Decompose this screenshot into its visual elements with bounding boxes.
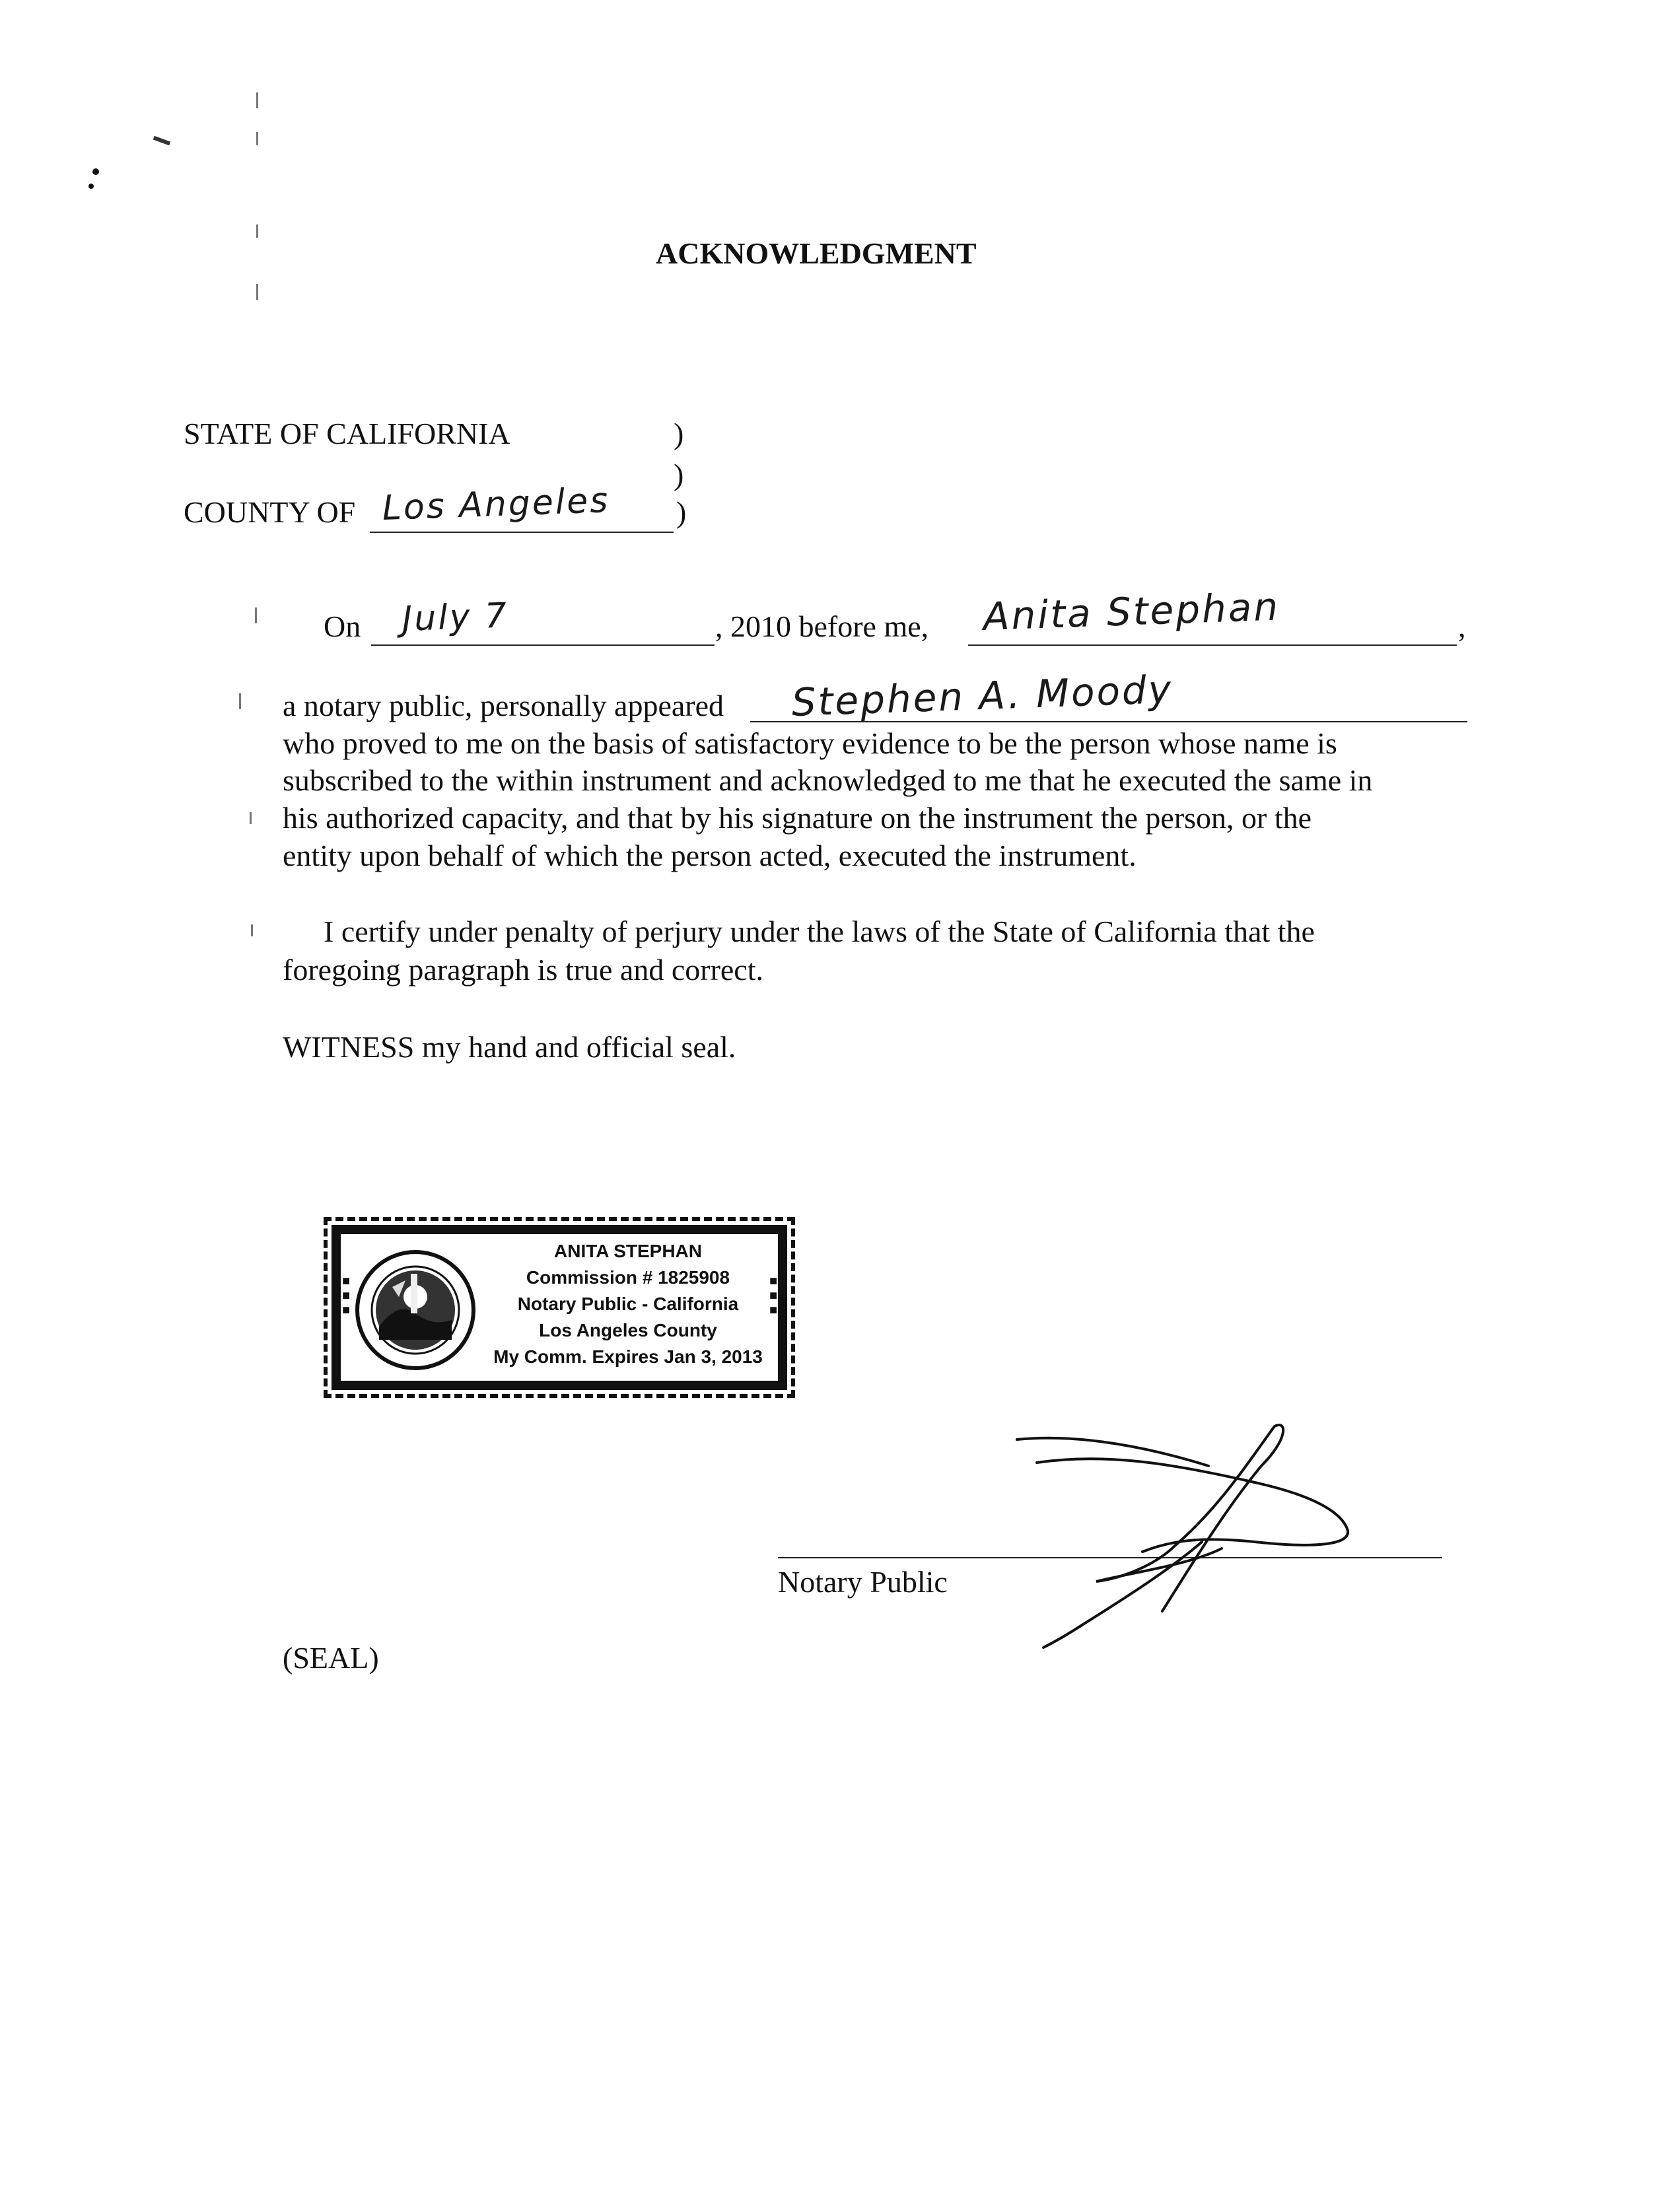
stamp-expires: My Comm. Expires Jan 3, 2013	[493, 1346, 763, 1367]
scan-mark	[251, 924, 253, 936]
appeared-handwritten: Stephen A. Moody	[790, 666, 1174, 725]
page-title: ACKNOWLEDGMENT	[656, 236, 977, 270]
notary-public-label: Notary Public	[778, 1565, 948, 1599]
stamp-title: Notary Public - California	[517, 1294, 739, 1314]
stamp-text-block	[473, 1238, 783, 1370]
scan-mark	[239, 693, 241, 709]
county-underline	[370, 532, 674, 533]
notary-name-handwritten: Anita Stephan	[982, 584, 1281, 639]
date-underline	[371, 644, 715, 646]
county-handwritten: Los Angeles	[381, 481, 611, 528]
comma: ,	[1458, 609, 1466, 643]
body-line: entity upon behalf of which the person acted, executed the instrument.	[283, 839, 1137, 872]
scan-mark	[250, 812, 252, 824]
notary-stamp	[332, 1225, 787, 1390]
scan-mark	[256, 284, 258, 300]
seal-label: (SEAL)	[283, 1641, 379, 1675]
stamp-commission: Commission # 1825908	[526, 1267, 730, 1288]
date-handwritten: July 7	[401, 596, 510, 639]
scan-mark	[255, 608, 257, 623]
body-line: subscribed to the within instrument and acknowledged to me that he executed the same in	[283, 763, 1373, 797]
witness-line: WITNESS my hand and official seal.	[283, 1030, 736, 1064]
scan-speck	[88, 184, 94, 189]
scan-speck	[153, 136, 170, 146]
california-seal-icon	[353, 1247, 478, 1373]
scan-mark	[256, 225, 258, 238]
scan-mark	[256, 92, 258, 108]
appeared-label: a notary public, personally appeared	[283, 689, 724, 722]
scan-mark	[256, 132, 258, 145]
stamp-notary-name: ANITA STEPHAN	[554, 1241, 702, 1261]
stamp-border-text: ■■■	[339, 1274, 353, 1317]
paren: )	[676, 495, 687, 529]
paren: )	[674, 417, 684, 450]
paren: )	[674, 458, 684, 491]
body-line: his authorized capacity, and that by his signature on the instrument the person, or the	[283, 801, 1312, 835]
certify-line: foregoing paragraph is true and correct.	[283, 953, 764, 987]
certify-line: I certify under penalty of perjury under the laws of the State of California that the	[324, 915, 1315, 948]
stamp-border-text: ■■■	[766, 1274, 781, 1317]
on-label: On	[324, 609, 361, 643]
notary-name-underline	[968, 644, 1457, 646]
county-label: COUNTY OF	[184, 495, 356, 529]
notary-signature	[1004, 1413, 1374, 1651]
stamp-county: Los Angeles County	[539, 1320, 717, 1340]
year-text: , 2010 before me,	[715, 609, 929, 643]
state-line: STATE OF CALIFORNIA	[184, 417, 510, 450]
body-line: who proved to me on the basis of satisfactory evidence to be the person whose name is	[283, 726, 1337, 760]
scan-speck	[92, 168, 99, 175]
